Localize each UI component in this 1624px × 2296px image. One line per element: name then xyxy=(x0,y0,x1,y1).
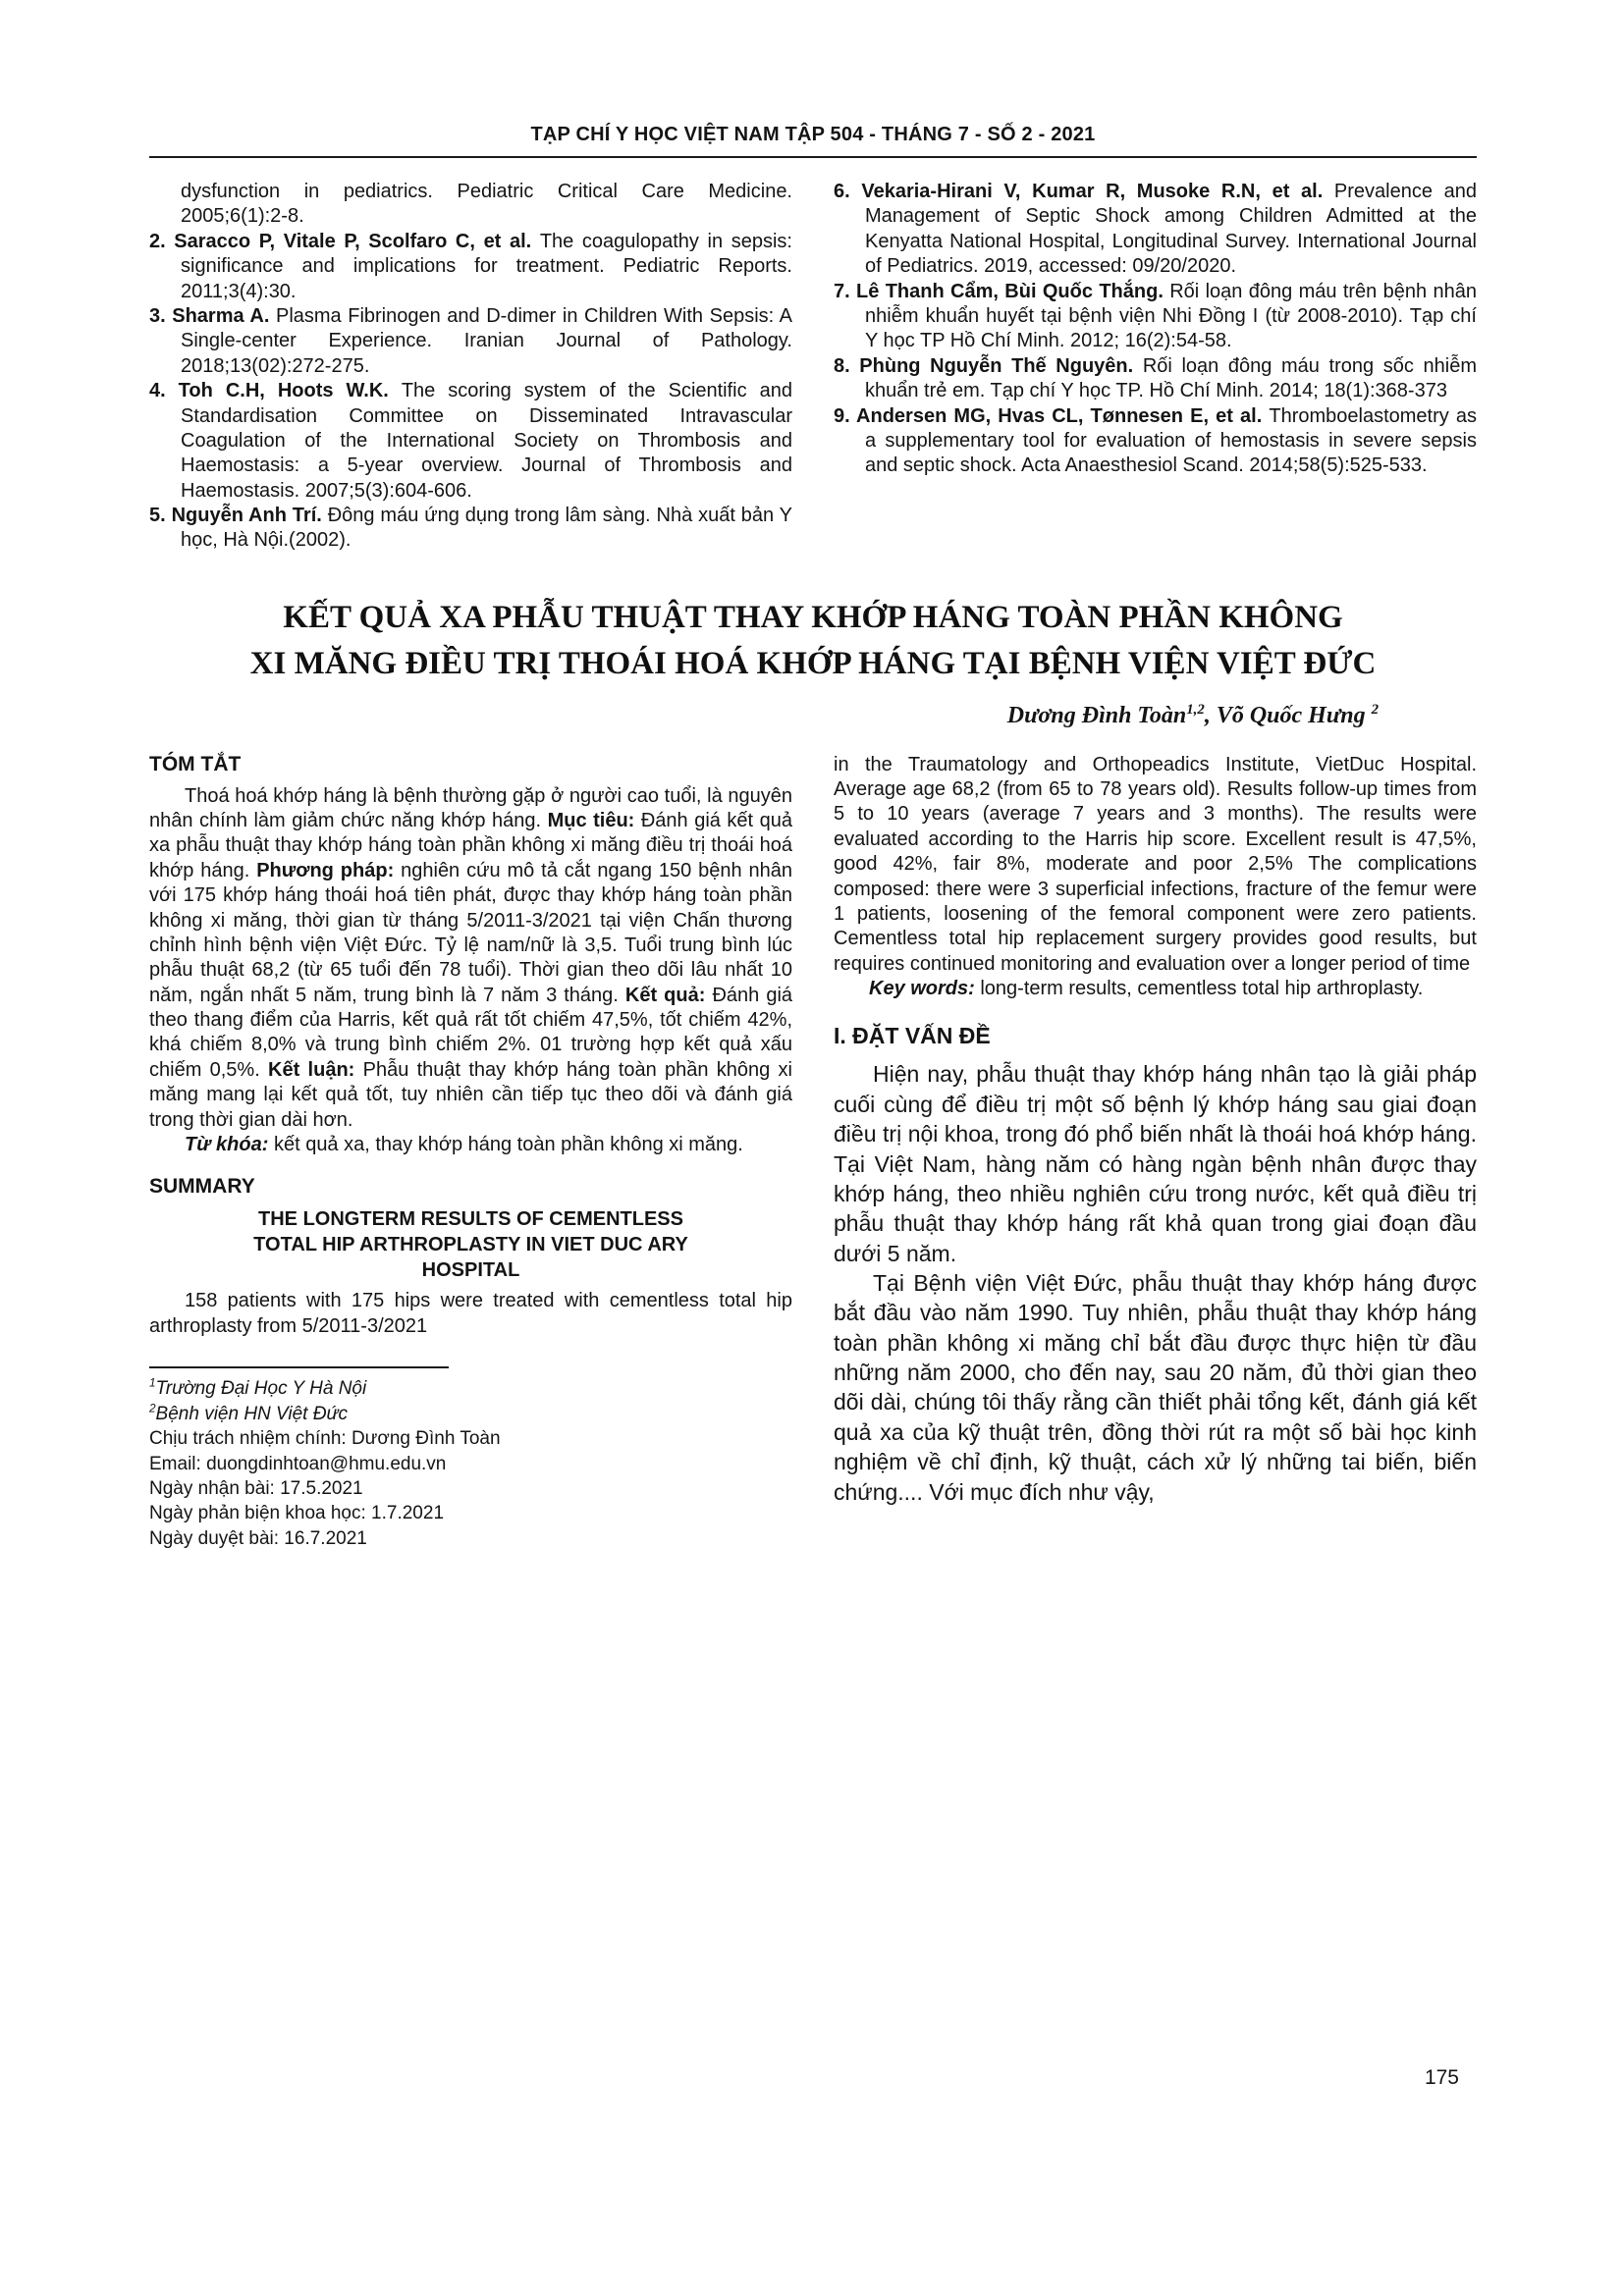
abstract-label: Phương pháp: xyxy=(256,859,402,881)
affiliation-text: Bệnh viện HN Việt Đức xyxy=(155,1403,348,1424)
abstract-text: Phẫu thuật thay khớp háng toàn phần không xi măng mang lại kết quả tốt, tuy nhiên cần tiếp tục theo dõi và đánh giá trong thời gian dài hơn. xyxy=(149,1058,793,1131)
reference-text: The scoring system of the Scientific and Standardisation Committee on Disseminated Intravascular Coagulation of the International Society on Thrombosis and Haemostasis: a 5-year overview. Journal of Thrombosis and Haemostasis. 2007;5(3):604-606. xyxy=(181,380,792,502)
reference-text: The coagulopathy in sepsis: significance and implications for treatment. Pediatric Reports. 2011;3(4):30. xyxy=(181,230,792,302)
footnote-date-received: Ngày nhận bài: 17.5.2021 xyxy=(149,1478,363,1500)
keywords-text: kết quả xa, thay khớp háng toàn phần không xi măng. xyxy=(273,1134,743,1156)
reference-authors: 6. Vekaria-Hirani V, Kumar R, Musoke R.N, et al. xyxy=(834,181,1334,202)
abstract-heading: TÓM TẮT xyxy=(149,752,242,775)
introduction-paragraph-1: Hiện nay, phẫu thuật thay khớp háng nhân tạo là giải pháp cuối cùng để điều trị một số bệnh lý khớp háng sau giai đoạn điều trị nội khoa, trong đó phổ biến nhất là thoái hoá khớp háng. Tại Việt Nam, hàng năm có hàng ngàn bệnh nhân được thay khớp háng, theo nhiều nghiên cứu trong nước, kết quả điều trị phẫu thuật thay khớp háng rất khả quan trong giai đoạn đầu dưới 5 năm. xyxy=(834,1061,1477,1266)
reference-authors: 4. Toh C.H, Hoots W.K. xyxy=(149,380,402,402)
summary-paragraph-1: 158 patients with 175 hips were treated with cementless total hip arthroplasty from 5/2011-3/2021 xyxy=(149,1290,792,1337)
footnote-date-reviewed: Ngày phản biện khoa học: 1.7.2021 xyxy=(149,1503,445,1524)
introduction-paragraph-2: Tại Bệnh viện Việt Đức, phẫu thuật thay khớp háng được bắt đầu vào năm 1990. Tuy nhiên, phẫu thuật thay khớp háng toàn phần không xi măng chỉ bắt đầu được thực hiện từ đầu những năm 2000, cho đến nay, sau 20 năm, đủ thời gian theo dõi dài, chúng tôi thấy rằng cần thiết phải tổng kết, đánh giá kết quả xa của kỹ thuật trên, đồng thời rút ra một số bài học kinh nghiệm về chỉ định, kỹ thuật, cách xử lý những tai biến, biến chứng.... Với mục đích như vậy, xyxy=(834,1270,1477,1505)
author-separator: , xyxy=(1204,702,1217,728)
reference-item xyxy=(149,379,792,504)
author-line xyxy=(149,703,1477,729)
page-number: 175 xyxy=(1424,2066,1459,2089)
summary-title: THE LONGTERM RESULTS OF CEMENTLESS TOTAL HIP ARTHROPLASTY IN VIET DUC ARY HOSPITAL xyxy=(253,1208,688,1282)
body-column-right xyxy=(834,753,1477,1552)
affiliation-marker: 1 xyxy=(149,1376,156,1390)
abstract-text: Đánh giá kết quả xa phẫu thuật thay khớp háng toàn phần không xi măng điều trị thoái hoá khớp háng. xyxy=(149,809,792,881)
summary-heading: SUMMARY xyxy=(149,1175,255,1199)
references-column-left xyxy=(149,180,792,554)
reference-text: Thromboelastometry as a supplementary tool for evaluation of hemostasis in severe sepsis and septic shock. Acta Anaesthesiol Scand. 2014;58(5):525-533. xyxy=(865,404,1477,477)
affiliation-text: Trường Đại Học Y Hà Nội xyxy=(155,1378,367,1400)
reference-continuation xyxy=(149,180,792,230)
reference-text: Prevalence and Management of Septic Shock among Children Admitted at the Kenyatta National Hospital, Longitudinal Survey. International Journal of Pediatrics. 2019, accessed: 09/20/2020. xyxy=(865,181,1477,278)
abstract-label: Kết luận: xyxy=(268,1058,363,1081)
footnote-email: Email: duongdinhtoan@hmu.edu.vn xyxy=(149,1453,447,1474)
footnote-affiliation-2 xyxy=(149,1402,792,1426)
reference-item xyxy=(149,230,792,304)
keywords-label: Từ khóa: xyxy=(185,1134,274,1156)
summary-keywords-paragraph xyxy=(834,977,1477,1001)
abstract-text: nghiên cứu mô tả cắt ngang 150 bệnh nhân với 175 khớp háng thoái hoá tiên phát, được thay khớp háng toàn phần không xi măng, thời gian từ tháng 5/2011-3/2021 tại viện Chấn thương chỉnh hình bệnh viện Việt Đức. Tỷ lệ nam/nữ là 3,5. Tuổi trung bình lúc phẫu thuật 68,2 (từ 65 tuổi đến 78 tuổi). Thời gian theo dõi lâu nhất 10 năm, ngắn nhất 5 năm, trung bình là 7 năm 3 tháng. xyxy=(149,859,792,1006)
affiliation-marker: 2 xyxy=(149,1402,156,1415)
author-affiliation-marker: 1,2 xyxy=(1186,701,1205,718)
body-column-left xyxy=(149,753,792,1552)
reference-item xyxy=(834,280,1477,354)
reference-authors: 8. Phùng Nguyễn Thế Nguyên. xyxy=(834,354,1143,377)
keywords-paragraph xyxy=(149,1133,792,1157)
summary-keywords-text: long-term results, cementless total hip arthroplasty. xyxy=(980,978,1424,1000)
reference-authors: 2. Saracco P, Vitale P, Scolfaro C, et al. xyxy=(149,230,540,252)
reference-item xyxy=(149,504,792,554)
footnote-divider xyxy=(149,1366,449,1368)
author-name: Dương Đình Toàn xyxy=(1006,702,1187,728)
abstract-label: Mục tiêu: xyxy=(547,809,641,831)
references-section xyxy=(149,180,1477,554)
footnote-date-accepted: Ngày duyệt bài: 16.7.2021 xyxy=(149,1527,367,1549)
reference-authors: 7. Lê Thanh Cẩm, Bùi Quốc Thắng. xyxy=(834,280,1170,302)
abstract-label: Kết quả: xyxy=(624,984,713,1006)
reference-item xyxy=(834,404,1477,479)
reference-item xyxy=(834,180,1477,280)
summary-keywords-label: Key words: xyxy=(869,978,981,1000)
reference-text: Đông máu ứng dụng trong lâm sàng. Nhà xuất bản Y học, Hà Nội.(2002). xyxy=(181,505,793,552)
paper-title-line2: XI MĂNG ĐIỀU TRỊ THOÁI HOÁ KHỚP HÁNG TẠI BỆNH VIỆN VIỆT ĐỨC xyxy=(249,645,1377,681)
reference-authors: 3. Sharma A. xyxy=(149,304,276,327)
reference-item xyxy=(834,354,1477,404)
footnote-affiliation-1 xyxy=(149,1376,792,1401)
paper-title xyxy=(149,595,1477,687)
abstract-text: Thoá hoá khớp háng là bệnh thường gặp ở người cao tuổi, là nguyên nhân chính làm giảm chức năng khớp háng. xyxy=(149,784,792,831)
reference-text: Rối loạn đông máu trên bệnh nhân nhiễm khuẩn huyết tại bệnh viện Nhi Đồng I (từ 2008-2010). Tạp chí Y học TP Hồ Chí Minh. 2012; 16(2):54-58. xyxy=(865,280,1477,352)
journal-header: TẠP CHÍ Y HỌC VIỆT NAM TẬP 504 - THÁNG 7 - SỐ 2 - 2021 xyxy=(149,124,1477,158)
reference-text: Rối loạn đông máu trong sốc nhiễm khuẩn trẻ em. Tạp chí Y học TP. Hồ Chí Minh. 2014; 18(1):368-373 xyxy=(865,354,1477,402)
reference-text: dysfunction in pediatrics. Pediatric Critical Care Medicine. 2005;6(1):2-8. xyxy=(181,181,792,228)
reference-authors: 5. Nguyễn Anh Trí. xyxy=(149,505,328,527)
article-body xyxy=(149,753,1477,1552)
footnote-responsible-author: Chịu trách nhiệm chính: Dương Đình Toàn xyxy=(149,1428,501,1450)
paper-title-line1: KẾT QUẢ XA PHẪU THUẬT THAY KHỚP HÁNG TOÀN PHẦN KHÔNG xyxy=(283,599,1343,635)
author-affiliation-marker: 2 xyxy=(1371,701,1379,718)
author-name: Võ Quốc Hưng xyxy=(1216,702,1372,728)
abstract-paragraph xyxy=(149,784,792,1133)
reference-authors: 9. Andersen MG, Hvas CL, Tønnesen E, et al. xyxy=(834,404,1270,427)
reference-text: Plasma Fibrinogen and D-dimer in Children With Sepsis: A Single-center Experience. Iranian Journal of Pathology. 2018;13(02):272-275. xyxy=(181,304,792,377)
reference-item xyxy=(149,304,792,379)
references-column-right xyxy=(834,180,1477,554)
summary-paragraph-2: in the Traumatology and Orthopeadics Institute, VietDuc Hospital. Average age 68,2 (from 65 to 78 years old). Results follow-up times from 5 to 10 years (average 7 years and 3 months). The results were evaluated according to the Harris hip score. Excellent result is 47,5%, good 42%, fair 8%, moderate and poor 2,5% The complications composed: there were 3 superficial infections, fracture of the femur were 1 patients, loosening of the femoral component were zero patients. Cementless total hip replacement surgery provides good results, but requires continued monitoring and evaluation over a longer period of time xyxy=(834,753,1477,975)
introduction-heading: I. ĐẶT VẤN ĐỀ xyxy=(834,1023,991,1049)
abstract-text: Đánh giá theo thang điểm của Harris, kết quả rất tốt chiếm 47,5%, tốt chiếm 42%, khá chiếm 8,0% và trung bình chiếm 2%. 01 trường hợp kết quả xấu chiếm 0,5%. xyxy=(149,984,793,1081)
